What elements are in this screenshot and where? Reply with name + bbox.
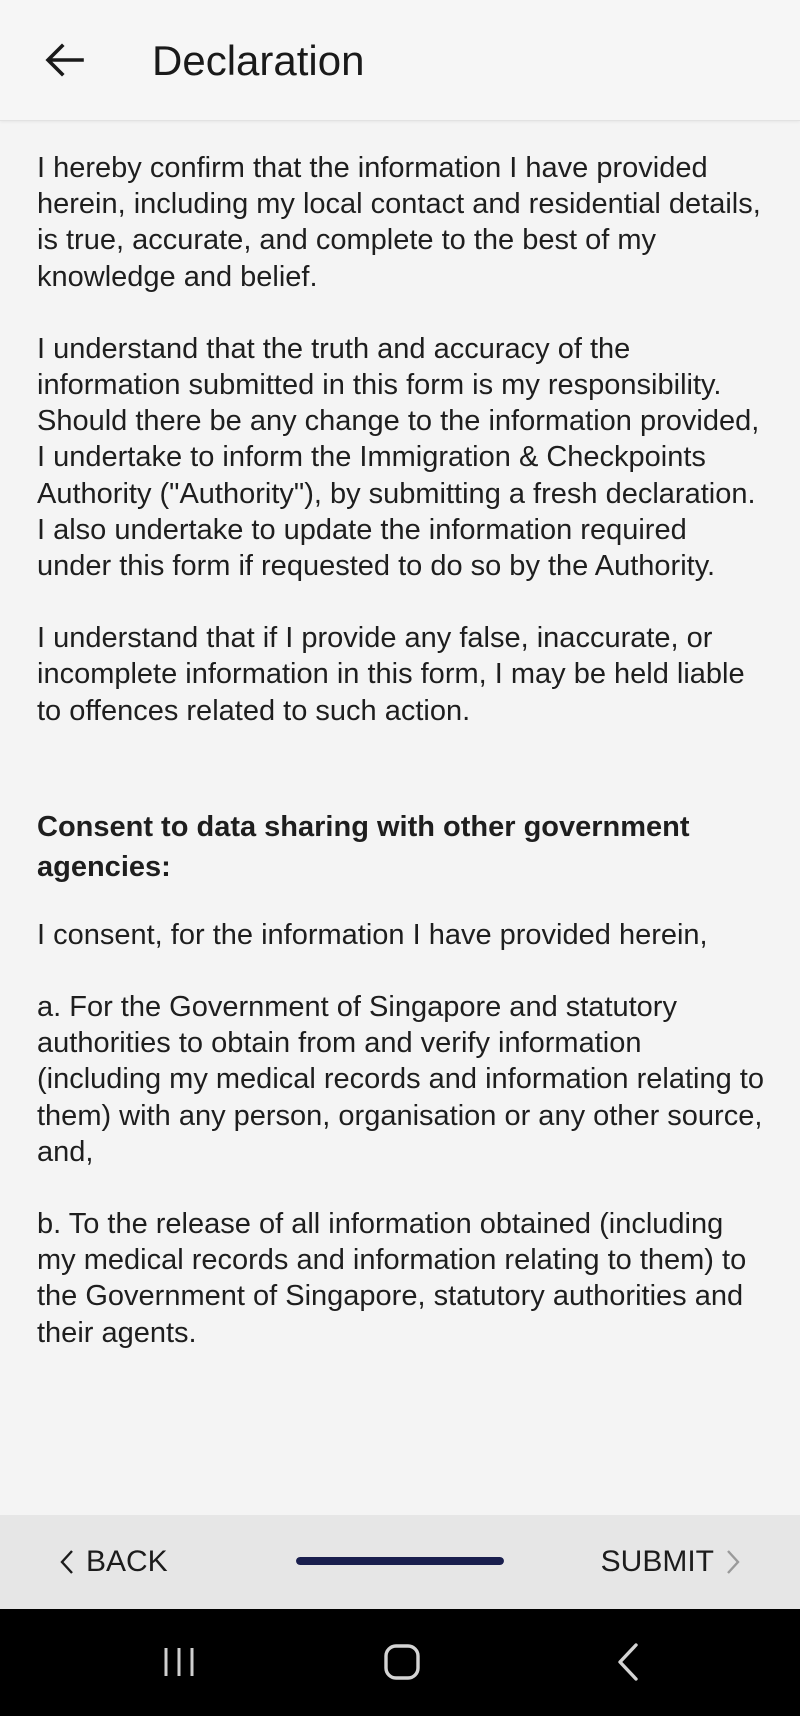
system-navigation-bar [0,1609,800,1716]
declaration-paragraph: I understand that the truth and accuracy of the information submitted in this form is my responsibility. Should there be any change to the information provided, I undertake to inform the Immigration & Checkpoints Authority ("Authority"), by submitting a fresh declaration. I also undertake to update the information required under this form if requested to do so by the Authority. [37,332,760,583]
progress-fill [296,1557,504,1565]
bottom-nav-bar [0,1515,800,1609]
consent-intro: I consent, for the information I have provided herein, [37,918,708,951]
declaration-content[interactable] [37,150,765,1387]
declaration-paragraph: I understand that if I provide any false, inaccurate, or incomplete information in this form, I may be held liable to offences related to such action. [37,622,745,727]
system-back-icon[interactable] [598,1637,658,1687]
back-button[interactable] [60,1539,168,1585]
consent-item-b: b. To the release of all information obtained (including my medical records and information relating to them) to the Government of Singapore, statutory authorities and their agents. [37,1208,747,1349]
consent-heading: Consent to data sharing with other government agencies: [37,810,690,883]
consent-item-a: a. For the Government of Singapore and statutory authorities to obtain from and verify information (including my medical records and information relating to them) with any person, organisation or any other source, and, [37,991,764,1168]
submit-button[interactable] [601,1539,740,1585]
chevron-left-icon [60,1549,74,1575]
progress-bar [296,1557,504,1565]
back-button-label: BACK [86,1545,168,1578]
recents-icon[interactable] [150,1637,210,1687]
page-title: Declaration [152,37,365,84]
home-icon[interactable] [372,1637,432,1687]
app-bar [0,0,800,121]
chevron-right-icon [726,1549,740,1575]
arrow-left-icon[interactable] [36,36,92,84]
submit-button-label: SUBMIT [600,1545,714,1578]
declaration-paragraph: I hereby confirm that the information I have provided herein, including my local contact and residential details, is true, accurate, and complete to the best of my knowledge and belief. [37,152,761,293]
